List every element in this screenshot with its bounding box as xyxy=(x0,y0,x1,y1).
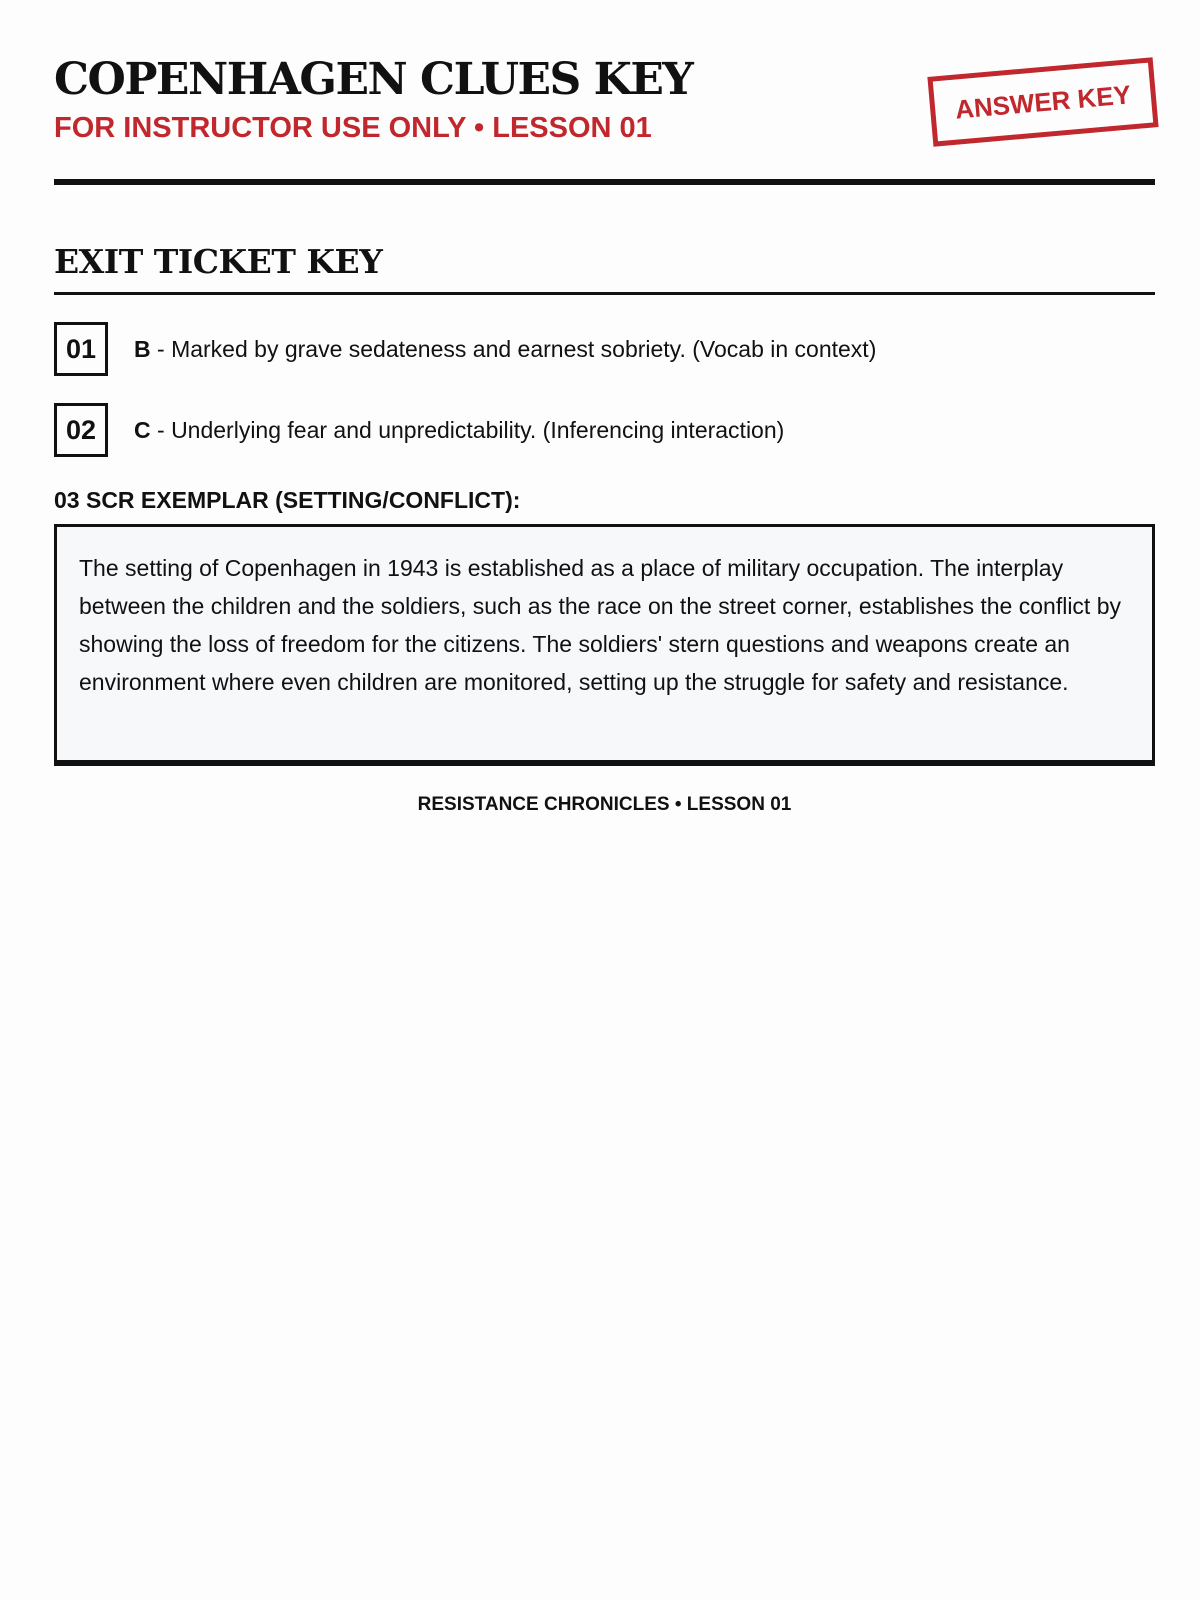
answer-explanation: - Marked by grave sedateness and earnest sobriety. (Vocab in context) xyxy=(150,336,877,362)
question-number-box: 01 xyxy=(54,322,108,376)
page-subtitle: FOR INSTRUCTOR USE ONLY • LESSON 01 xyxy=(54,112,652,144)
page-footer: RESISTANCE CHRONICLES • LESSON 01 xyxy=(417,794,792,815)
question-number-box: 02 xyxy=(54,403,108,457)
answer-row xyxy=(54,322,1155,376)
header-divider xyxy=(54,179,1155,185)
answer-key-page xyxy=(54,0,1155,1600)
scr-exemplar-label: 03 SCR EXEMPLAR (SETTING/CONFLICT): xyxy=(54,487,521,513)
page-title: COPENHAGEN CLUES KEY xyxy=(54,54,693,105)
answer-text xyxy=(134,415,784,445)
answer-explanation: - Underlying fear and unpredictability. (Inferencing interaction) xyxy=(150,417,785,443)
section-divider xyxy=(54,292,1155,295)
scr-exemplar-box xyxy=(54,524,1155,766)
scr-exemplar-text: The setting of Copenhagen in 1943 is established as a place of military occupation. The interplay between the children and the soldiers, such as the race on the street corner, establishes the conflict by showing the loss of freedom for the citizens. The soldiers' stern questions and weapons create an environment where even children are monitored, setting up the struggle for safety and resistance. xyxy=(79,555,1121,695)
answer-key-stamp xyxy=(927,57,1158,146)
answer-key-stamp-label: ANSWER KEY xyxy=(953,78,1133,125)
section-title: EXIT TICKET KEY xyxy=(54,242,383,281)
answer-letter: B xyxy=(134,336,151,362)
answer-row xyxy=(54,403,1155,457)
answer-text xyxy=(134,334,876,364)
answer-letter: C xyxy=(134,417,151,443)
page-header xyxy=(54,52,1155,187)
